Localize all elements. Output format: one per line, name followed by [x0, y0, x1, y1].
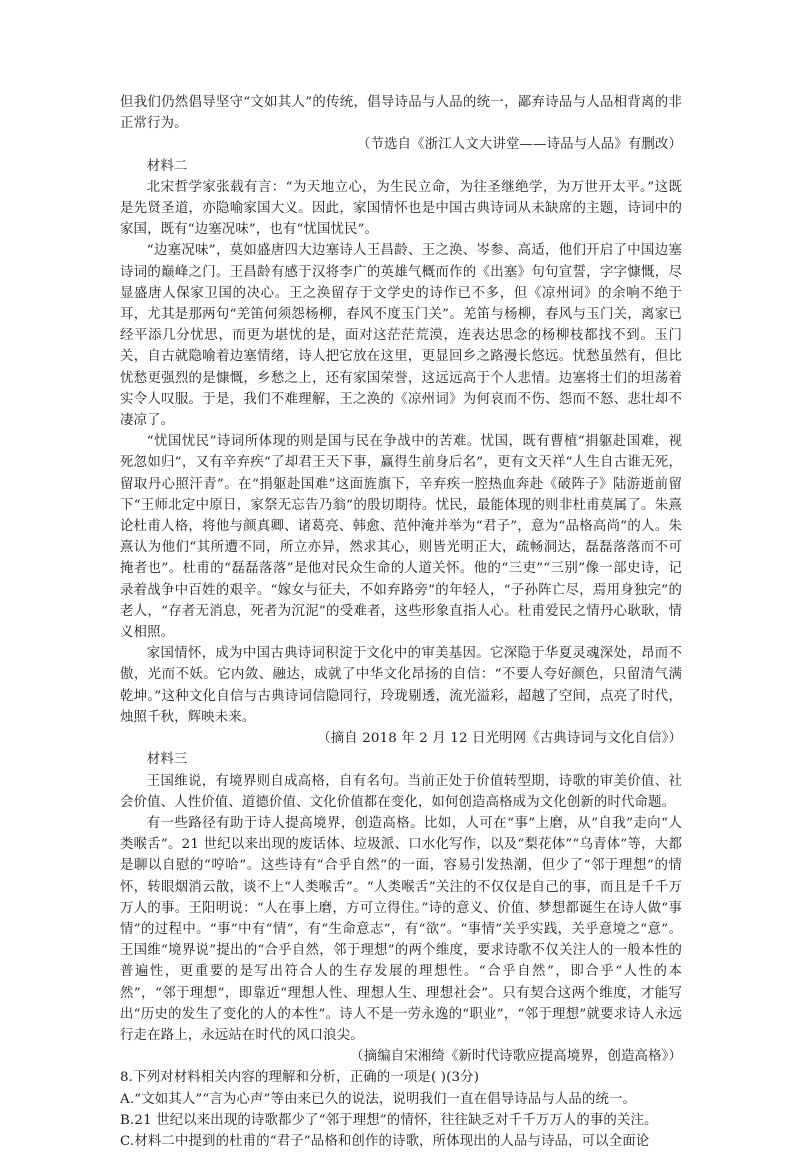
intro-paragraph: 但我们仍然倡导坚守“文如其人”的传统，倡导诗品与人品的统一，鄙弃诗品与人品相背离的非正常行为。	[120, 95, 682, 132]
material3-paragraph-2: 有一些路径有助于诗人提高境界，创造高格。比如，人可在“事”上磨，从“自我”走向“人类喉舌”。21 世纪以来出现的废话体、垃圾派、口水化写作，以及“梨花体”“乌青体”等，大都是聊以自慰的“哼哈”。这些诗有“合乎自然”的一面，容易引发热潮，但少了“邻于理想”的情怀，转眼烟消云散，谈不上“人类喉舌”。“人类喉舌”关注的不仅仅是自己的事，而且是千千万万人的事。王阳明说：“人在事上磨，方可立得住。”诗的意义、价值、梦想都诞生在诗人做“事情”的过程中。“事”中有“情”，有“生命意志”，有“欲”。“事情”关乎实践，关乎意境之“意”。王国维“境界说”提出的“合乎自然，邻于理想”的两个维度，要求诗歌不仅关注人的一般本性的普遍性，更重要的是写出符合人的生存发展的理想性。“合乎自然”，即合乎“人性的本然”，“邻于理想”，即靠近“理想人性、理想人生、理想社会”。只有契合这两个维度，才能写出“历史的发生了变化的人的本性”。诗人不是一劳永逸的“职业”，“邻于理想”就要求诗人永远行走在路上，永远站在时代的风口浪尖。	[120, 815, 682, 1043]
material3-paragraph-1: 王国维说，有境界则自成高格，自有名句。当前正处于价值转型期，诗歌的审美价值、社会价值、人性价值、道德价值、文化价值都在变化，如何创造高格成为文化创新的时代命题。	[120, 773, 682, 810]
material2-paragraph-2: “边塞况味”，莫如盛唐四大边塞诗人王昌龄、王之涣、岑参、高适，他们开启了中国边塞诗词的巅峰之门。王昌龄有感于汉将李广的英雄气概而作的《出塞》句句宣誓，字字慷慨，尽显盛唐人保家卫国的决心。王之涣留存于文学史的诗作已不多，但《凉州词》的余响不绝于耳，尤其是那两句“羌笛何须怨杨柳，春风不度玉门关”。羌笛与杨柳，春风与玉门关，离家已经平添几分忧思，而更为堪忧的是，面对这茫茫荒漠，连表达思念的杨柳枝都找不到。玉门关，自古就隐喻着边塞情绪，诗人把它放在这里，更显回乡之路漫长悠远。忧愁虽然有，但比忧愁更强烈的是慷慨，乡愁之上，还有家国荣誉，这远远高于个人悲情。边塞将士们的坦荡着实令人叹服。于是，我们不难理解，王之涣的《凉州词》为何哀而不伤、怨而不怒、悲壮却不凄凉了。	[120, 243, 682, 429]
material3-heading: 材料三	[146, 752, 188, 768]
question-option-a: A.“文如其人”“言为心声”等由来已久的说法，说明我们一直在倡导诗品与人品的统一。	[120, 1091, 637, 1107]
material2-heading: 材料二	[146, 158, 188, 174]
question-stem: 8.下列对材料相关内容的理解和分析，正确的一项是( )(3分)	[120, 1070, 480, 1086]
question-option-c: C.材料二中提到的杜甫的“君子”品格和创作的诗歌，所体现出的人品与诗品，可以全面论	[120, 1133, 650, 1149]
document-page	[120, 92, 682, 1152]
source-citation-3: （摘编自宋湘绮《新时代诗歌应提高境界，创造高格》）	[350, 1049, 682, 1065]
material2-paragraph-3: “忧国忧民”诗词所体现的则是国与民在争战中的苦难。忧国，既有曹植“捐躯赴国难，视死忽如归”，又有辛弃疾“了却君王天下事，赢得生前身后名”，更有文天祥“人生自古谁无死，留取丹心照汗青”。在“捐躯赴国难”这面旌旗下，辛弃疾一腔热血奔赴《破阵子》陆游逝前留下“王师北定中原日，家祭无忘告乃翁”的殷切期待。忧民，最能体现的则非杜甫莫属了。朱熹论杜甫人格，将他与颜真卿、诸葛亮、韩愈、范仲淹并举为“君子”，意为“品格高尚”的人。朱熹认为他们“其所遭不同，所立亦异，然求其心，则皆光明正大，疏畅洞达，磊磊落落而不可掩者也”。杜甫的“磊磊落落”是他对民众生命的人道关怀。他的“三吏”“三别”像一部史诗，记录着战争中百姓的艰辛。“嫁女与征夫，不如弃路旁”的年轻人，“子孙阵亡尽，焉用身独完”的老人，“存者无消息，死者为沉泥”的受难者，这些形象直指人心。杜甫爱民之情丹心耿耿，情义相照。	[120, 434, 682, 641]
material2-paragraph-1: 北宋哲学家张载有言：“为天地立心，为生民立命，为往圣继绝学，为万世开太平。”这既是先贤圣道，亦隐喻家国大义。因此，家国情怀也是中国古典诗词从未缺席的主题，诗词中的家国，既有“边塞况味”，也有“忧国忧民”。	[120, 179, 682, 238]
source-citation-1: （节选自《浙江人文大讲堂——诗品与人品》有删改）	[357, 137, 682, 153]
source-citation-2: （摘自 2018 年 2 月 12 日光明网《古典诗词与文化自信》）	[317, 731, 682, 747]
material2-paragraph-4: 家国情怀，成为中国古典诗词积淀于文化中的审美基因。它深隐于华夏灵魂深处，昂而不傲，光而不妖。它内敛、融达，成就了中华文化昂扬的自信：“不要人夸好颜色，只留清气满乾坤。”这种文化自信与古典诗词信隐同行，玲珑剔透，流光溢彩，超越了空间，点亮了时代，烛照千秋，辉映未来。	[120, 646, 682, 725]
question-option-b: B.21 世纪以来出现的诗歌都少了“邻于理想”的情怀，往往缺乏对千千万万人的事的关注。	[120, 1112, 658, 1128]
